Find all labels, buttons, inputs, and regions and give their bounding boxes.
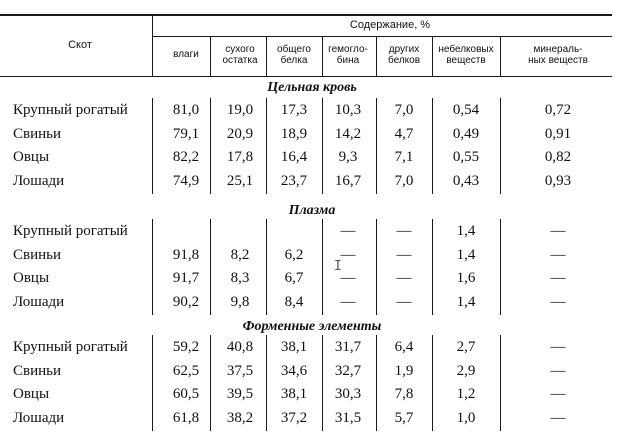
table-cell: 40,8	[226, 339, 254, 355]
table-cell: 19,0	[226, 102, 254, 118]
table-cell: —	[396, 270, 412, 286]
table-cell: 14,2	[334, 125, 362, 142]
table-cell: —	[550, 386, 566, 402]
table-cell: —	[550, 223, 566, 239]
column-header: минераль- ных веществ	[528, 44, 588, 66]
header-left-divider	[152, 15, 153, 77]
table-cell: 0,91	[544, 125, 572, 142]
row-livestock-name: Свиньи	[13, 362, 62, 379]
row-livestock-name: Лошади	[13, 172, 65, 189]
table-cell: 61,8	[172, 409, 200, 426]
table-cell: 6,4	[394, 339, 414, 355]
table-cell: 5,7	[394, 409, 414, 426]
table-cell: 31,5	[334, 409, 362, 426]
table-cell: 6,7	[284, 270, 304, 286]
row-livestock-name: Лошади	[13, 293, 65, 310]
content-header: Содержание, %	[349, 19, 431, 31]
livestock-header: Скот	[68, 39, 92, 51]
table-cell: 1,4	[456, 293, 476, 310]
table-cell: 16,7	[334, 172, 362, 189]
table-cell: 10,3	[334, 102, 362, 118]
table-cell: 9,8	[230, 293, 250, 310]
table-cell: 62,5	[172, 362, 200, 379]
header-column-divider	[210, 37, 211, 77]
row-livestock-name: Крупный рогатый	[13, 339, 128, 355]
row-livestock-name: Крупный рогатый	[13, 223, 128, 239]
table-cell: 90,2	[172, 293, 200, 310]
table-cell: 91,8	[172, 246, 200, 263]
row-livestock-name: Овцы	[13, 386, 50, 402]
table-cell: 20,9	[226, 125, 254, 142]
table-cell: 17,8	[226, 149, 254, 165]
table-cell: 7,8	[394, 386, 414, 402]
section-title: Плазма	[288, 203, 336, 218]
table-cell: —	[550, 339, 566, 355]
row-livestock-name: Крупный рогатый	[13, 102, 128, 118]
table-cell: 16,4	[280, 149, 308, 165]
table-cell: —	[550, 409, 566, 426]
column-header: влаги	[173, 49, 199, 60]
table-cell: 7,0	[394, 102, 414, 118]
table-cell: 4,7	[394, 125, 414, 142]
row-livestock-name: Овцы	[13, 270, 50, 286]
table-cell: 74,9	[172, 172, 200, 189]
table-cell: 0,82	[544, 149, 572, 165]
table-cell: 31,7	[334, 339, 362, 355]
row-livestock-name: Овцы	[13, 149, 50, 165]
table-cell: 39,5	[226, 386, 254, 402]
table-cell: 0,54	[452, 102, 480, 118]
table-cell: 9,3	[338, 149, 358, 165]
table-cell: 1,9	[394, 362, 414, 379]
content-header-rule	[152, 36, 612, 37]
table-cell: —	[340, 270, 356, 286]
table-cell: 38,2	[226, 409, 254, 426]
table-cell: —	[396, 223, 412, 239]
table-cell: 37,5	[226, 362, 254, 379]
text-cursor-icon: I	[334, 259, 342, 274]
table-cell: 8,3	[230, 270, 250, 286]
table-cell: 38,1	[280, 339, 308, 355]
table-cell: 7,0	[394, 172, 414, 189]
column-header: небелковых веществ	[438, 44, 494, 66]
table-cell: —	[396, 246, 412, 263]
section-title: Форменные элементы	[242, 319, 382, 334]
table-cell: 0,55	[452, 149, 480, 165]
table-cell: —	[550, 270, 566, 286]
header-bottom-rule	[0, 76, 612, 77]
table-cell: 79,1	[172, 125, 200, 142]
table-cell: 23,7	[280, 172, 308, 189]
top-rule	[0, 14, 612, 16]
table-cell: 1,4	[456, 246, 476, 263]
table-cell: 0,93	[544, 172, 572, 189]
table-cell: —	[340, 293, 356, 310]
table-cell: —	[340, 223, 356, 239]
header-column-divider	[266, 37, 267, 77]
table-cell: —	[550, 293, 566, 310]
table-cell: 25,1	[226, 172, 254, 189]
table-cell: 0,72	[544, 102, 572, 118]
table-cell: 7,1	[394, 149, 414, 165]
table-cell: 30,3	[334, 386, 362, 402]
column-header: сухого остатка	[222, 44, 258, 66]
table-cell: 60,5	[172, 386, 200, 402]
table-cell: —	[550, 246, 566, 263]
column-header: гемогло- бина	[328, 44, 368, 66]
table-cell: —	[550, 362, 566, 379]
table-cell: 17,3	[280, 102, 308, 118]
table-cell: 0,49	[452, 125, 480, 142]
header-column-divider	[376, 37, 377, 77]
table-cell: 38,1	[280, 386, 308, 402]
table-cell: 1,4	[456, 223, 476, 239]
table-cell: 0,43	[452, 172, 480, 189]
table-cell: 2,9	[456, 362, 476, 379]
table-cell: 81,0	[172, 102, 200, 118]
table-cell: —	[340, 246, 356, 263]
table-cell: 8,4	[284, 293, 304, 310]
column-header: других белков	[387, 44, 421, 66]
table-cell: 59,2	[172, 339, 200, 355]
header-column-divider	[432, 37, 433, 77]
table-cell: 1,6	[456, 270, 476, 286]
table-cell: 6,2	[284, 246, 304, 263]
table-cell: 1,0	[456, 409, 476, 426]
table-cell: 37,2	[280, 409, 308, 426]
section-title: Цельная кровь	[267, 80, 357, 95]
table-cell: —	[396, 293, 412, 310]
table-cell: 2,7	[456, 339, 476, 355]
row-livestock-name: Лошади	[13, 409, 65, 426]
table-cell: 34,6	[280, 362, 308, 379]
header-column-divider	[322, 37, 323, 77]
header-column-divider	[500, 37, 501, 77]
table-cell: 91,7	[172, 270, 200, 286]
column-header: общего белка	[277, 44, 311, 66]
table-cell: 32,7	[334, 362, 362, 379]
table-cell: 8,2	[230, 246, 250, 263]
table-cell: 18,9	[280, 125, 308, 142]
table-cell: 82,2	[172, 149, 200, 165]
row-livestock-name: Свиньи	[13, 125, 62, 142]
row-livestock-name: Свиньи	[13, 246, 62, 263]
table-cell: 1,2	[456, 386, 476, 402]
